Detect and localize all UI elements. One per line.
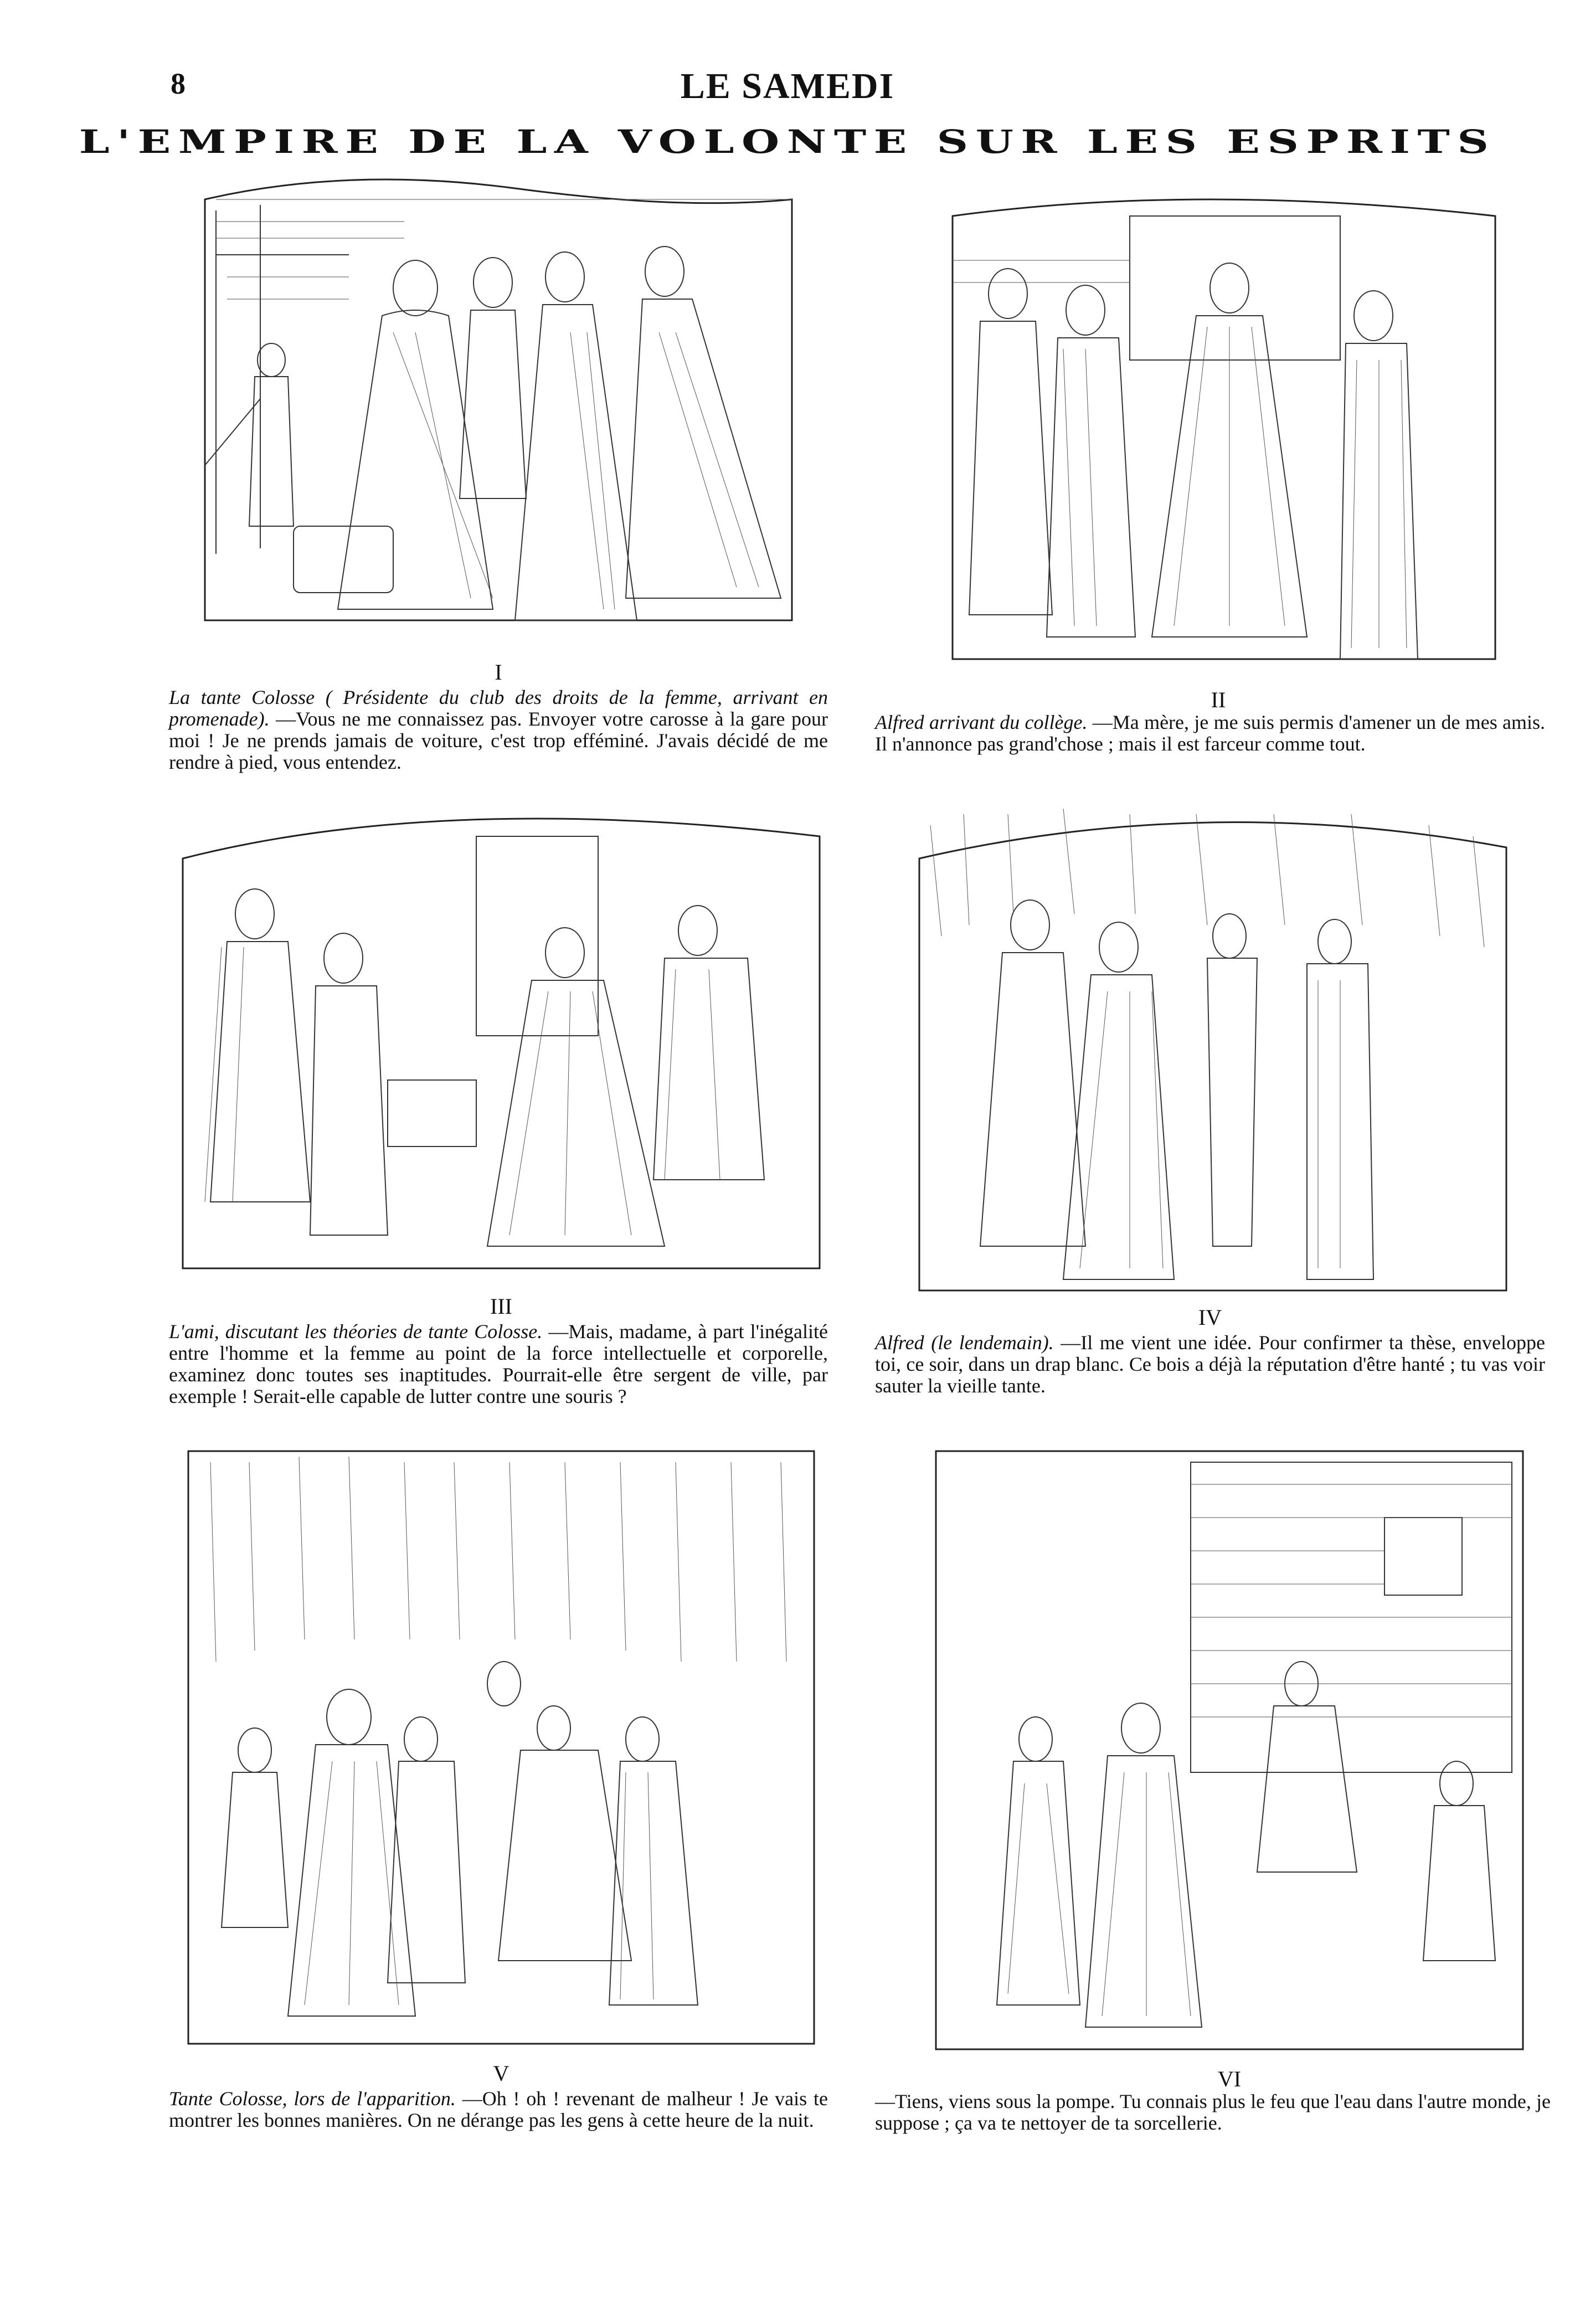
panel-1-caption <box>169 687 828 773</box>
panel-2-caption <box>875 712 1545 755</box>
panel-5-numeral: V <box>493 2061 509 2086</box>
panel-6-caption-text: —Tiens, viens sous la pompe. Tu connais plus le feu que l'eau dans l'autre monde, je suppose ; ça va te nettoyer de ta sorcellerie. <box>875 2090 1551 2134</box>
panel-4-numeral: IV <box>1198 1305 1222 1330</box>
panel-1-caption-text: —Vous ne me connaissez pas. Envoyer votre carosse à la gare pour moi ! Je ne prends jamais de voiture, c'est trop efféminé. J'avais décidé de me rendre à pied, vous entendez. <box>169 707 828 773</box>
illustration-panel-6 <box>914 1429 1545 2060</box>
illustration-panel-3 <box>166 792 836 1279</box>
illustration-panel-4 <box>897 792 1523 1302</box>
panel-3-caption-lead: L'ami, discutant les théories de tante Colosse. <box>169 1320 543 1343</box>
panel-4-caption <box>875 1332 1545 1397</box>
panel-2-caption-lead: Alfred arrivant du collège. <box>875 711 1088 733</box>
panel-2-numeral: II <box>1211 687 1226 712</box>
panel-4-caption-text: —Il me vient une idée. Pour confirmer ta thèse, enveloppe toi, ce soir, dans un drap blanc. Ce bois a déjà la réputation d'être hanté ; tu vas voir sauter la vieille tante. <box>875 1331 1546 1397</box>
engraving-apparition-illustration <box>166 1429 836 2055</box>
engraving-salon-illustration <box>919 183 1517 681</box>
panel-1-numeral: I <box>495 660 502 685</box>
illustration-panel-1 <box>183 166 814 654</box>
panel-6-numeral: VI <box>1217 2066 1242 2091</box>
illustration-panel-5 <box>166 1429 836 2055</box>
panel-5-caption-lead: Tante Colosse, lors de l'apparition. <box>169 2088 456 2110</box>
panel-5-caption <box>169 2088 828 2131</box>
masthead: LE SAMEDI <box>680 66 895 106</box>
panel-6-caption <box>875 2091 1551 2134</box>
engraving-arrival-illustration <box>183 166 814 654</box>
engraving-conversation-illustration <box>166 792 836 1279</box>
illustration-panel-2 <box>919 183 1517 681</box>
engraving-woods-illustration <box>897 792 1523 1302</box>
panel-2-caption-text: —Ma mère, je me suis permis d'amener un de mes amis. Il n'annonce pas grand'chose ; mais il est farceur comme tout. <box>875 711 1545 755</box>
panel-1-caption-lead: La tante Colosse ( Présidente du club des droits de la femme, arrivant en promenade). <box>169 686 828 730</box>
panel-5-caption-text: —Oh ! oh ! revenant de malheur ! Je vais te montrer les bonnes manières. On ne dérange pas les gens à cette heure de la nuit. <box>169 2088 828 2131</box>
engraving-pump-illustration <box>914 1429 1545 2060</box>
panel-4-caption-lead: Alfred (le lendemain). <box>875 1331 1054 1354</box>
panel-3-caption-text: —Mais, madame, à part l'inégalité entre l'homme et la femme au point de la force intellectuelle et corporelle, examinez donc toutes ses inaptitudes. Pourrait-elle être sergent de ville, par exemple ! Serait-elle capable de lutter contre une souris ? <box>169 1320 828 1407</box>
page-number: 8 <box>171 67 186 100</box>
panel-3-caption <box>169 1321 828 1407</box>
page-title: L'EMPIRE DE LA VOLONTE SUR LES ESPRITS <box>79 123 1496 161</box>
panel-3-numeral: III <box>490 1294 512 1319</box>
